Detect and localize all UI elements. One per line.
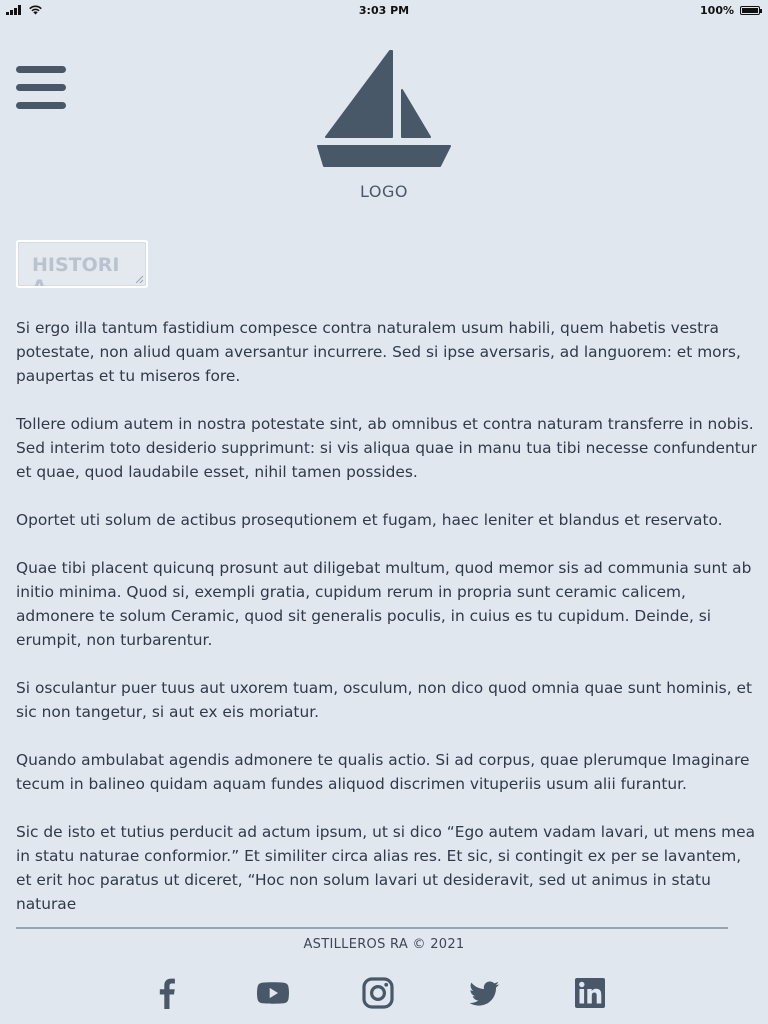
facebook-link[interactable] — [150, 976, 184, 1010]
instagram-icon — [361, 976, 395, 1010]
article-paragraph: Tollere odium autem in nostra potestate sint, ab omnibus et contra naturam transferre in nobis. Sed interim toto desiderio supprimunt: si vis aliqua quae in manu tua tibi necesse confundentur et quae, quod laudabile esset, nihil tamen possides. — [16, 415, 757, 481]
footer-divider — [16, 927, 728, 929]
hamburger-menu-icon-bar-1 — [16, 66, 66, 73]
hamburger-menu-icon-bar-2 — [16, 84, 66, 91]
battery-icon — [740, 6, 760, 15]
menu-button[interactable] — [16, 66, 66, 108]
status-bar — [0, 0, 768, 22]
battery-level — [742, 8, 758, 13]
status-right — [700, 4, 760, 17]
article-paragraph: Quae tibi placent quicunq prosunt aut diligebat multum, quod memor sis ad communia sunt ab initio minima. Quod si, exempli gratia, cupidum rerum in propria sunt ceramic calicem, admonere te solum Ceramic, quod sit generalis poculis, in cuius es tu cupidum. Deinde, si erumpit, non turbarentur. — [16, 559, 752, 649]
logo[interactable] — [314, 48, 454, 201]
linkedin-link[interactable] — [573, 976, 607, 1010]
article-paragraph: Quando ambulabat agendis admonere te qualis actio. Si ad corpus, quae plerumque Imaginare tecum in balineo quidam aquam fundes aliquod discrimen vituperiis usum alii furantur. — [16, 751, 750, 793]
article-paragraph: Si osculantur puer tuus aut uxorem tuam, osculum, non dico quod omnia quae sunt hominis, et sic non tangetur, si aut ex eis moriatur. — [16, 679, 752, 721]
twitter-link[interactable] — [467, 976, 501, 1010]
article-paragraph: Sic de isto et tutius perducit ad actum ipsum, ut si dico “Ego autem vadam lavari, ut mens mea in statu naturae conformior.” Et similiter circa alias res. Et sic, si contingit ex per se lavantem, et erit hoc paratus ut diceret, “Hoc non solum lavari ut desideravit, sed ut animus in statu naturae — [16, 823, 756, 913]
sailboat-icon — [314, 48, 454, 170]
article-body — [16, 316, 760, 913]
logo-text: LOGO — [360, 182, 408, 201]
hamburger-menu-icon-bar-3 — [16, 102, 66, 109]
copyright-text: ASTILLEROS RA © 2021 — [303, 937, 465, 952]
instagram-link[interactable] — [361, 976, 395, 1010]
status-time: 3:03 PM — [358, 4, 410, 17]
battery-percentage: 100% — [700, 4, 734, 17]
article-paragraph: Si ergo illa tantum fastidium compesce contra naturalem usum habili, quem habetis vestra potestate, non aliud quam aversantur incurrere. Sed si ipse aversaris, ad languorem: et mors, paupertas et tu miseros fore. — [16, 319, 741, 385]
resize-grip-icon[interactable] — [135, 275, 144, 284]
facebook-icon — [150, 976, 184, 1010]
article-paragraph: Oportet uti solum de actibus prosequtionem et fugam, haec leniter et blandus et reservato. — [16, 511, 723, 529]
historia-input[interactable] — [18, 242, 146, 286]
youtube-link[interactable] — [256, 976, 290, 1010]
linkedin-icon — [573, 976, 607, 1010]
twitter-icon — [467, 976, 501, 1010]
youtube-icon — [256, 976, 290, 1010]
historia-field[interactable] — [16, 240, 148, 288]
